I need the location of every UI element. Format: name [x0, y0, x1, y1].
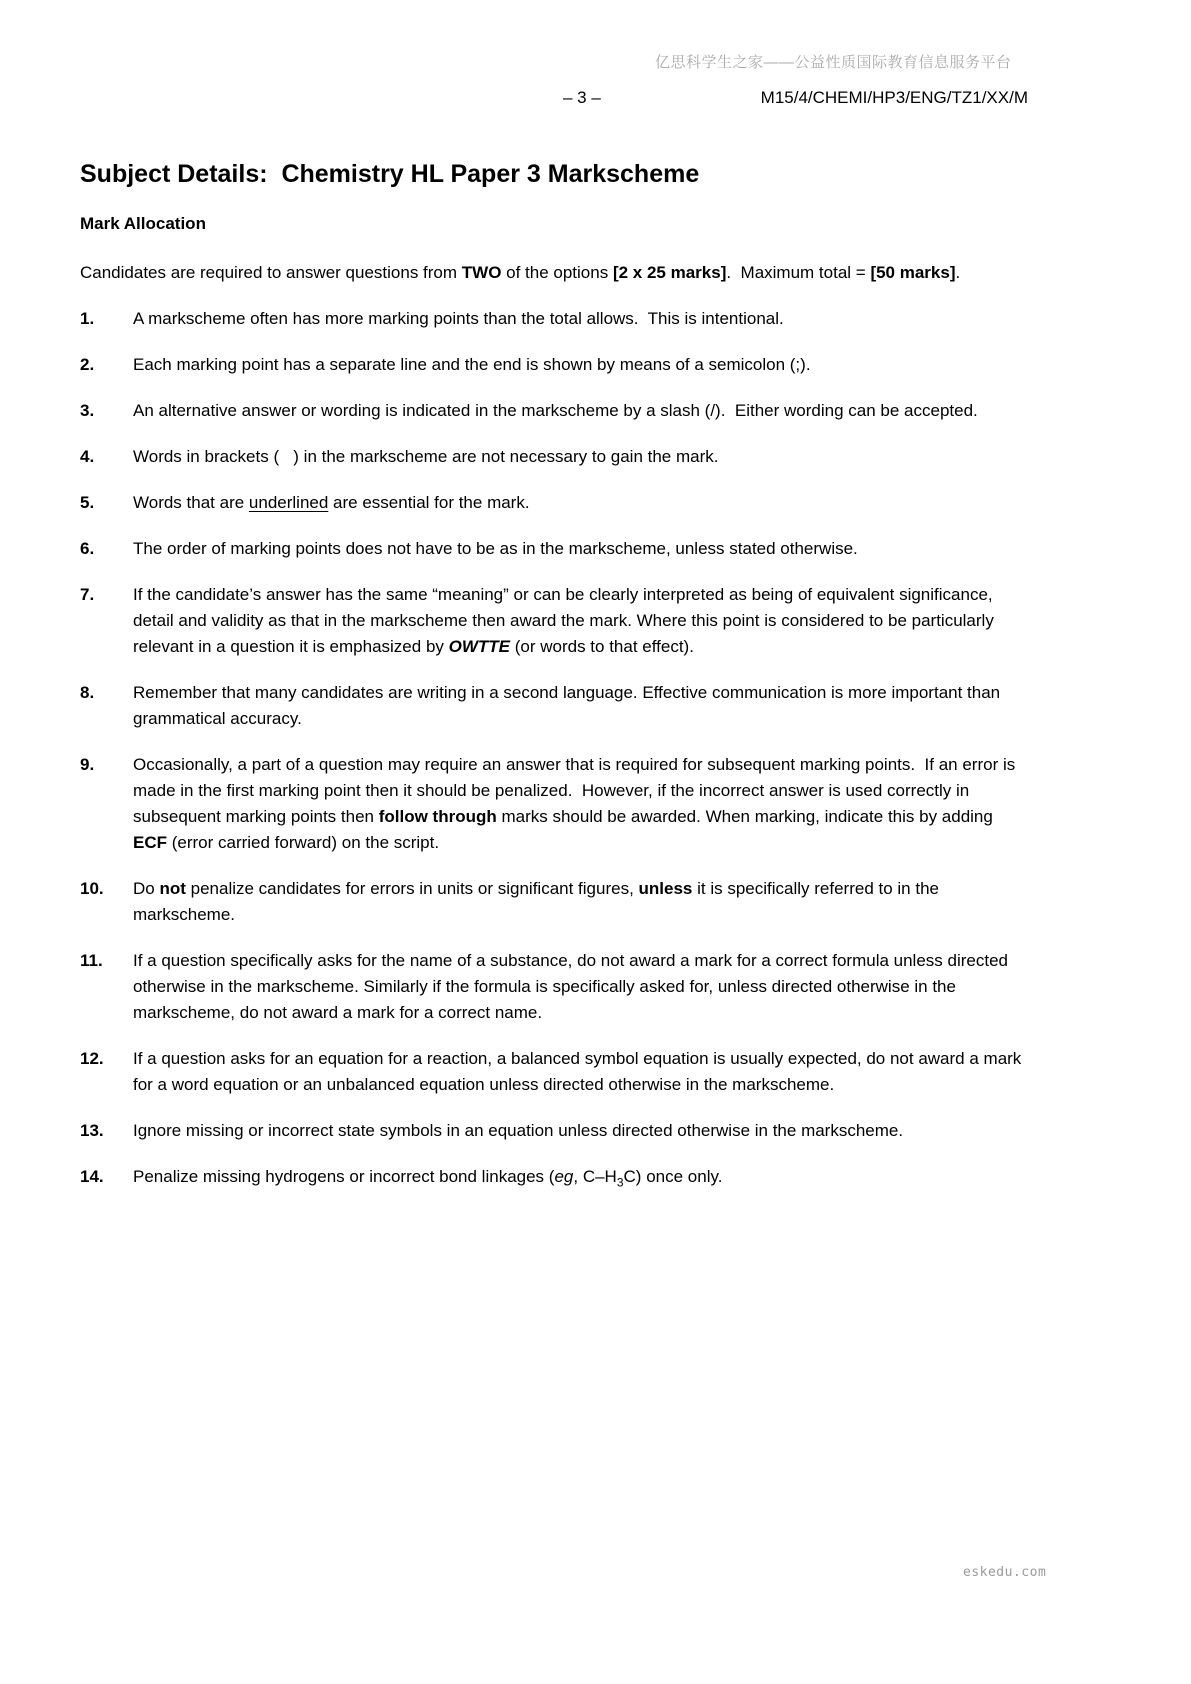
item-number: 13. — [80, 1121, 104, 1140]
item-text: Remember that many candidates are writing in a second language. Effective communication is more important than grammatical accuracy. — [133, 683, 1005, 728]
list-item — [80, 444, 1032, 470]
item-text: If a question specifically asks for the name of a substance, do not award a mark for a correct formula unless directed otherwise in the markscheme. Similarly if the formula is specifically asked for, unless directed otherwise in the markscheme, do not award a mark for a correct name. — [133, 951, 1013, 1022]
item-text: The order of marking points does not have to be as in the markscheme, unless stated otherwise. — [133, 539, 858, 558]
item-number: 3. — [80, 401, 95, 420]
item-number: 14. — [80, 1167, 104, 1186]
item-number: 6. — [80, 539, 95, 558]
item-text: Do not penalize candidates for errors in units or significant figures, unless it is specifically referred to in the markscheme. — [133, 879, 944, 924]
item-text: Each marking point has a separate line and the end is shown by means of a semicolon (;). — [133, 355, 811, 374]
watermark-text: 亿思科学生之家——公益性质国际教育信息服务平台 — [655, 54, 1012, 71]
list-item — [80, 1164, 1032, 1195]
item-number: 11. — [80, 951, 103, 970]
item-number: 8. — [80, 683, 95, 702]
item-text: Ignore missing or incorrect state symbols in an equation unless directed otherwise in the markscheme. — [133, 1121, 904, 1140]
list-item — [80, 752, 1032, 856]
section-heading: Mark Allocation — [80, 214, 206, 233]
item-number: 4. — [80, 447, 95, 466]
item-text: Words that are underlined are essential for the mark. — [133, 493, 530, 512]
list-item — [80, 876, 1032, 928]
page-title: Subject Details: Chemistry HL Paper 3 Markscheme — [80, 160, 700, 188]
item-text: Occasionally, a part of a question may require an answer that is required for subsequent marking points. If an error is made in the first marking point then it should be penalized. However, if the incorrect answer is used correctly in subsequent marking points then follow through marks should be awarded. When marking, indicate this by adding ECF (error carried forward) on the script. — [133, 755, 1020, 852]
list-item — [80, 306, 1032, 332]
list-item — [80, 680, 1032, 732]
intro-paragraph: Candidates are required to answer questions from TWO of the options [2 x 25 marks]. Maximum total = [50 marks]. — [80, 263, 961, 282]
footer-watermark: eskedu.com — [963, 1565, 1047, 1580]
list-item — [80, 1046, 1032, 1098]
item-text: If a question asks for an equation for a reaction, a balanced symbol equation is usually expected, do not award a mark for a word equation or an unbalanced equation unless directed otherwise in the markscheme. — [133, 1049, 1027, 1094]
item-text: Penalize missing hydrogens or incorrect bond linkages (eg, $C-H_3C$) once only. — [133, 1167, 723, 1190]
item-number: 5. — [80, 493, 95, 512]
document-code: M15/4/CHEMI/HP3/ENG/TZ1/XX/M — [760, 88, 1028, 107]
document-content — [80, 160, 1032, 1215]
item-number: 2. — [80, 355, 95, 374]
list-item — [80, 1118, 1032, 1144]
item-number: 7. — [80, 585, 95, 604]
item-text: A markscheme often has more marking points than the total allows. This is intentional. — [133, 309, 784, 328]
item-number: 12. — [80, 1049, 104, 1068]
item-text: Words in brackets ( ) in the markscheme are not necessary to gain the mark. — [133, 447, 719, 466]
page-number: – 3 – — [563, 88, 601, 107]
list-item — [80, 948, 1032, 1026]
item-number: 10. — [80, 879, 104, 898]
list-item — [80, 536, 1032, 562]
list-item — [80, 582, 1032, 660]
list-item — [80, 398, 1032, 424]
item-text: If the candidate’s answer has the same “meaning” or can be clearly interpreted as being of equivalent significance, detail and validity as that in the markscheme then award the mark. Where this point is considered to be particularly relevant in a question it is emphasized by OWTTE (or words to that effect). — [133, 585, 999, 656]
item-number: 1. — [80, 309, 95, 328]
list-item — [80, 352, 1032, 378]
item-text: An alternative answer or wording is indicated in the markscheme by a slash (/). Either wording can be accepted. — [133, 401, 978, 420]
item-number: 9. — [80, 755, 95, 774]
list-item — [80, 490, 1032, 516]
